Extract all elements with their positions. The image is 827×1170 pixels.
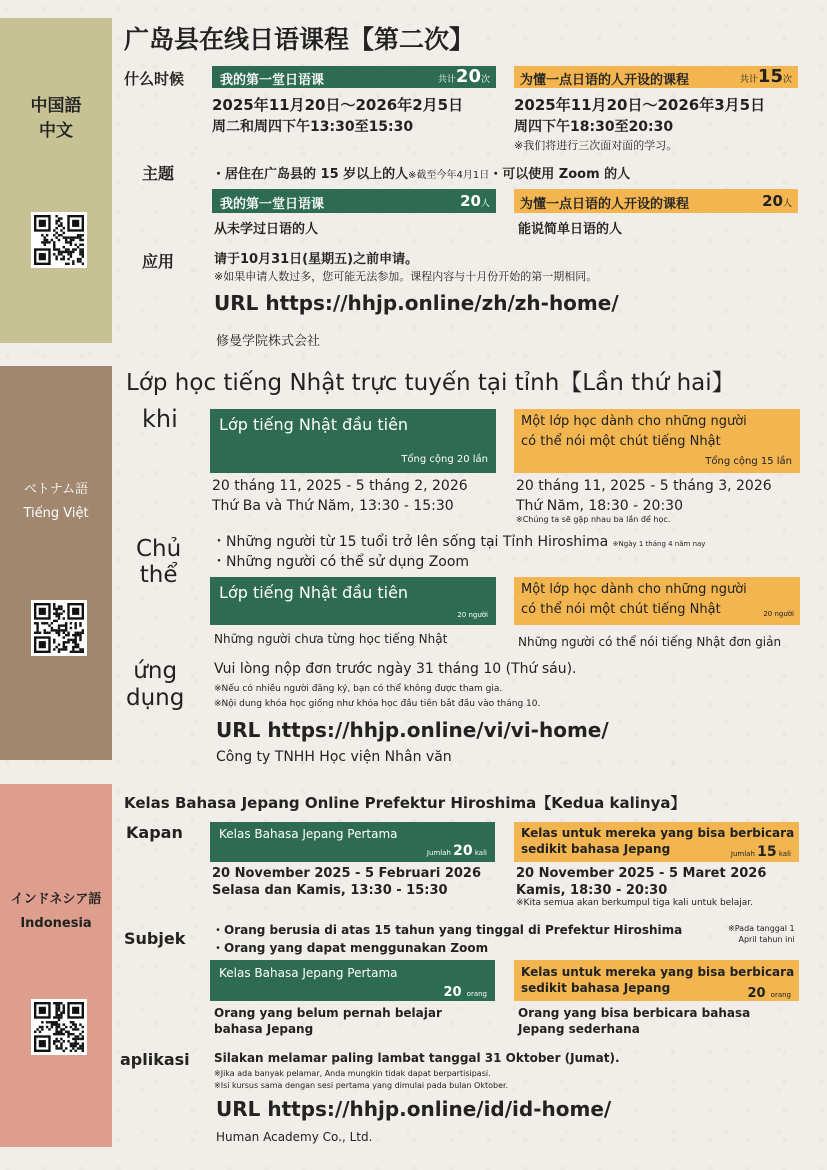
target-intermediate: Những người có thể nói tiếng Nhật đơn giản (518, 635, 782, 649)
subject-label: Chủ thể (136, 536, 182, 588)
course-date-intermediate: 2025年11月20日～2026年3月5日 (514, 96, 766, 114)
capacity-badge-intermediate: 为懂一点日语的人开设的课程 20人 (514, 189, 798, 213)
apply-deadline: Vui lòng nộp đơn trước ngày 31 tháng 10 (Thứ sáu). (214, 661, 577, 677)
section-title-chinese: 广岛县在线日语课程【第二次】 (124, 25, 475, 54)
sidebar-indonesian (0, 784, 112, 1147)
qr-code-icon[interactable] (31, 212, 87, 268)
subject-label: Subjek (124, 929, 186, 948)
capacity-badge-beginner: Kelas Bahasa Jepang Pertama 20 orang (210, 960, 495, 1001)
subject-line-1: ・Orang berusia di atas 15 tahun yang tinggal di Prefektur Hiroshima (212, 923, 683, 937)
course-badge-intermediate: Một lớp học dành cho những người có thể nói một chút tiếng Nhật Tổng cộng 15 lần (514, 409, 800, 473)
subject-note: ※Pada tanggal 1 April tahun ini (728, 924, 795, 944)
when-label: khi (142, 405, 178, 433)
apply-note-2: ※Isi kursus sama dengan sesi pertama yang dimulai pada bulan Oktober. (214, 1081, 509, 1090)
apply-deadline: Silakan melamar paling lambat tanggal 31 Oktober (Jumat). (214, 1051, 620, 1065)
section-title-vietnamese: Lớp học tiếng Nhật trực tuyến tại tỉnh【Lần thứ hai】 (126, 370, 735, 396)
section-title-indonesian: Kelas Bahasa Jepang Online Prefektur Hiroshima【Kedua kalinya】 (124, 794, 686, 812)
apply-label: ứng dụng (126, 658, 185, 711)
url-link[interactable]: URL https://hhjp.online/zh/zh-home/ (214, 291, 619, 315)
course-time-beginner: 周二和周四下午13:30至15:30 (212, 119, 414, 135)
url-link[interactable]: URL https://hhjp.online/vi/vi-home/ (216, 718, 609, 742)
course-time-intermediate: Thứ Năm, 18:30 - 20:30 (516, 498, 683, 514)
apply-label: aplikasi (120, 1050, 190, 1069)
course-badge-intermediate: Kelas untuk mereka yang bisa berbicara sedikit bahasa Jepang Jumlah 15 kali (514, 822, 799, 862)
sidebar-label-indonesian: インドネシア語 Indonesia (10, 892, 102, 931)
subject-label: 主题 (142, 164, 175, 183)
subject-line-2: ・Những người có thể sử dụng Zoom (212, 554, 470, 570)
capacity-badge-beginner: Lớp tiếng Nhật đầu tiên 20 người (210, 577, 496, 625)
course-badge-beginner: Kelas Bahasa Jepang Pertama Jumlah 20 kali (210, 822, 495, 862)
course-date-intermediate: 20 tháng 11, 2025 - 5 tháng 3, 2026 (516, 478, 772, 494)
course-badge-intermediate: 为懂一点日语的人开设的课程 共计15次 (514, 66, 798, 88)
apply-label: 应用 (142, 252, 175, 271)
subject-line-2: ・Orang yang dapat menggunakan Zoom (212, 941, 489, 955)
apply-deadline: 请于10月31日(星期五)之前申请。 (214, 252, 419, 267)
qr-code-icon[interactable] (31, 999, 87, 1055)
course-badge-beginner: Lớp tiếng Nhật đầu tiên Tổng cộng 20 lần (210, 409, 496, 473)
subject-line-1: ・Những người từ 15 tuổi trở lên sống tại Tỉnh Hiroshima ※Ngày 1 tháng 4 năm nay (212, 534, 706, 550)
sidebar-chinese (0, 18, 112, 343)
course-date-intermediate: 20 November 2025 - 5 Maret 2026 (516, 866, 767, 881)
target-intermediate: Orang yang bisa berbicara bahasa Jepang sederhana (518, 1006, 751, 1036)
company-name: Human Academy Co., Ltd. (216, 1130, 373, 1144)
url-link[interactable]: URL https://hhjp.online/id/id-home/ (216, 1097, 612, 1121)
target-beginner: 从未学过日语的人 (214, 222, 319, 237)
course-date-beginner: 20 tháng 11, 2025 - 5 tháng 2, 2026 (212, 478, 468, 494)
course-time-beginner: Thứ Ba và Thứ Năm, 13:30 - 15:30 (212, 498, 454, 514)
apply-note: ※如果申请人数过多，您可能无法参加。课程内容与十月份开始的第一期相同。 (214, 270, 598, 283)
target-beginner: Orang yang belum pernah belajar bahasa Jepang (214, 1006, 442, 1036)
when-label: Kapan (126, 823, 183, 842)
target-intermediate: 能说简单日语的人 (518, 222, 623, 237)
when-label: 什么时候 (124, 70, 185, 88)
capacity-badge-intermediate: Một lớp học dành cho những người có thể nói một chút tiếng Nhật 20 người (514, 577, 800, 625)
capacity-badge-beginner: 我的第一堂日语课 20人 (212, 189, 496, 213)
course-date-beginner: 20 November 2025 - 5 Februari 2026 (212, 866, 482, 881)
course-note-intermediate: ※Chúng ta sẽ gặp nhau ba lần để học. (516, 515, 671, 524)
course-date-beginner: 2025年11月20日～2026年2月5日 (212, 96, 464, 114)
apply-note-1: ※Jika ada banyak pelamar, Anda mungkin tidak dapat berpartisipasi. (214, 1069, 491, 1078)
apply-note-1: ※Nếu có nhiều người đăng ký, bạn có thể không được tham gia. (214, 684, 503, 694)
course-note-intermediate: ※Kita semua akan berkumpul tiga kali untuk belajar. (516, 898, 753, 908)
sidebar-label-chinese: 中国語 中文 (30, 96, 82, 141)
apply-note-2: ※Nội dung khóa học giống như khóa học đầu tiên bắt đầu vào tháng 10. (214, 699, 541, 709)
qr-code-icon[interactable] (31, 600, 87, 656)
sidebar-vietnamese (0, 366, 112, 760)
course-badge-beginner: 我的第一堂日语课 共计20次 (212, 66, 496, 88)
course-note-intermediate: ※我们将进行三次面对面的学习。 (514, 139, 678, 152)
course-time-intermediate: Kamis, 18:30 - 20:30 (516, 883, 668, 898)
course-time-intermediate: 周四下午18:30至20:30 (514, 119, 674, 135)
capacity-badge-intermediate: Kelas untuk mereka yang bisa berbicara sedikit bahasa Jepang 20 orang (514, 960, 799, 1001)
company-name: Công ty TNHH Học viện Nhân văn (216, 749, 452, 765)
target-beginner: Những người chưa từng học tiếng Nhật (214, 632, 448, 646)
course-time-beginner: Selasa dan Kamis, 13:30 - 15:30 (212, 883, 448, 898)
subject-line: ・居住在广岛县的 15 岁以上的人※截至今年4月1日・可以使用 Zoom 的人 (212, 167, 631, 182)
sidebar-label-vietnamese: ベトナム語 Tiếng Việt (23, 482, 89, 521)
company-name: 修曼学院株式会社 (216, 334, 321, 349)
